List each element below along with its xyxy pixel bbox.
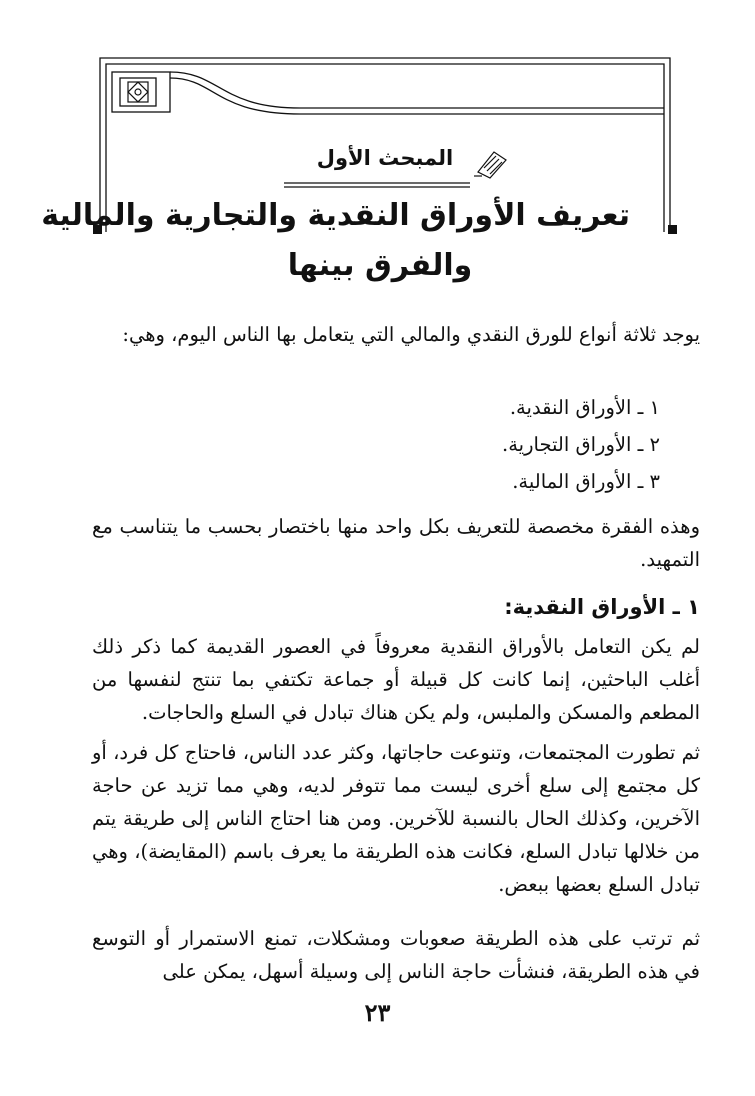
body-paragraph: لم يكن التعامل بالأوراق النقدية معروفاً في العصور القديمة كما ذكر ذلك أغلب الباحثين، إنما كانت كل قبيلة أو جماعة تكتفي بما تنتج لنفسها من المطعم والمسكن والملبس، ولم يكن هناك تبادل في السلع والحاجات.: [92, 635, 700, 724]
intro-paragraph-2: وهذه الفقرة مخصصة للتعريف بكل واحد منها باختصار بحسب ما يتناسب مع التمهيد.: [92, 515, 700, 571]
section-label: المبحث الأول: [316, 146, 454, 170]
scroll-icon: [472, 146, 510, 180]
body-paragraph: ثم ترتب على هذه الطريقة صعوبات ومشكلات، تمنع الاستمرار أو التوسع في هذه الطريقة، فنشأت حاجة الناس إلى وسيلة أسهل، يمكن على: [92, 927, 700, 983]
page-number: ٢٣: [364, 998, 391, 1027]
chapter-title-line1: تعريف الأوراق النقدية والتجارية والمالية: [41, 198, 630, 233]
intro-paragraph: يوجد ثلاثة أنواع للورق النقدي والمالي التي يتعامل بها الناس اليوم، وهي:: [122, 323, 700, 346]
list-item: ٢ ـ الأوراق التجارية.: [502, 433, 660, 456]
ornament-icon: [128, 82, 148, 102]
body-paragraph: ثم تطورت المجتمعات، وتنوعت حاجاتها، وكثر عدد الناس، فاحتاج كل فرد، أو كل مجتمع إلى سلع أخرى ليست مما تتوفر لديه، وهي مما تزيد عن حاجة الآخرين، وكذلك الحال بالنسبة للآخرين. ومن هنا احتاج الناس إلى طريقة يتم من خلالها تبادل السلع، فكانت هذه الطريقة ما يعرف باسم (المقايضة)، وهي تبادل السلع بعضها ببعض.: [92, 741, 700, 896]
section-heading: ١ ـ الأوراق النقدية:: [504, 595, 700, 619]
list-item: ١ ـ الأوراق النقدية.: [509, 396, 660, 419]
list-item: ٣ ـ الأوراق المالية.: [512, 470, 660, 493]
chapter-title-line2: والفرق بينها: [287, 248, 473, 283]
